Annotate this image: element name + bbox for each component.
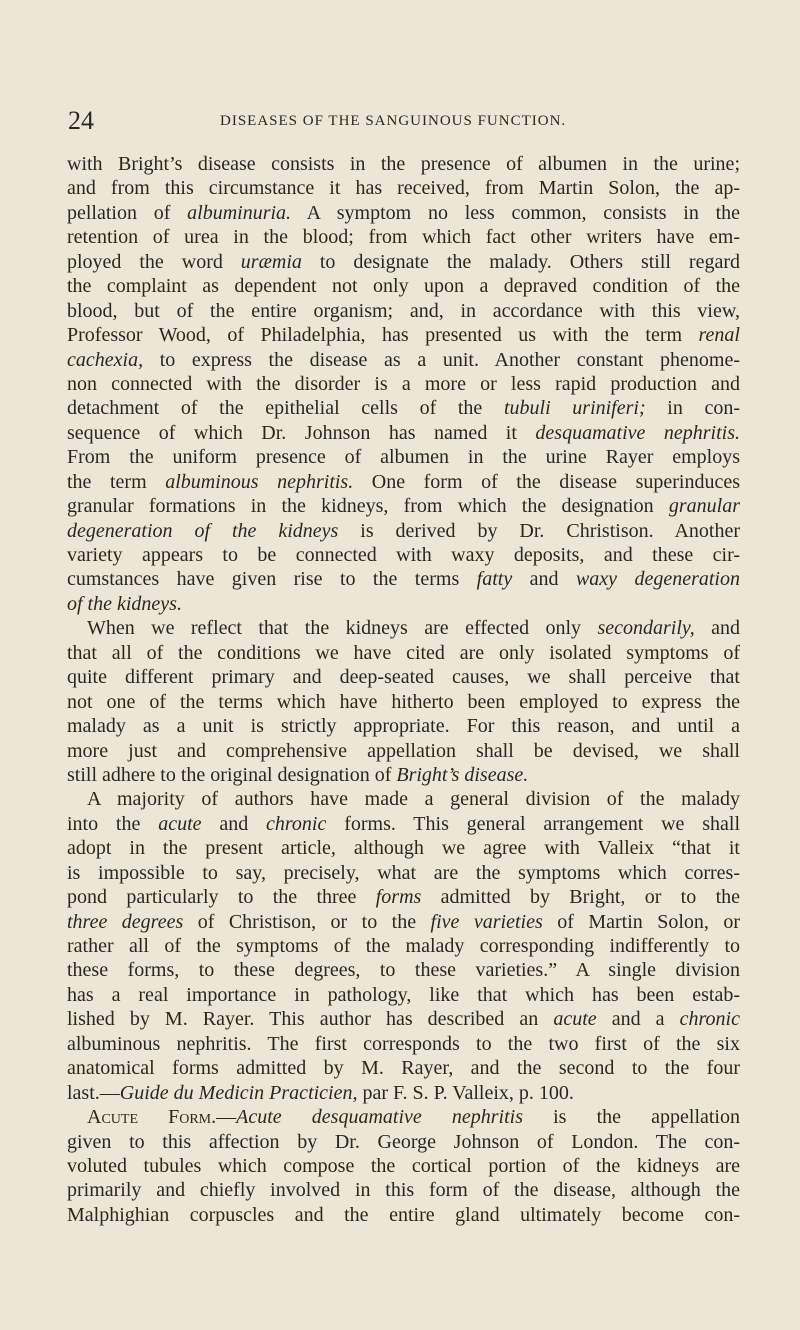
text-segment: sequence of which Dr. Johnson has named it: [67, 421, 536, 444]
italic-term: acute: [158, 812, 202, 835]
text-line: [67, 1056, 740, 1080]
text-segment: has a real importance in pathology, like that which has been estab-: [67, 983, 740, 1006]
italic-term: albuminuria.: [187, 201, 292, 224]
text-line: [67, 250, 740, 274]
text-segment: to designate the malady. Others still regard: [301, 250, 740, 273]
text-segment: in con-: [645, 397, 741, 420]
text-segment: A symptom no less common, consists in the: [291, 201, 741, 224]
running-title: DISEASES OF THE SANGUINOUS FUNCTION.: [220, 113, 567, 129]
text-segment: retention of urea in the blood; from which fact other writers have em-: [67, 226, 740, 249]
text-segment: anatomical forms admitted by M. Rayer, and the second to the four: [67, 1057, 740, 1080]
text-line: [67, 470, 740, 494]
italic-term: Acute desquamative nephritis: [236, 1106, 523, 1129]
text-line: [67, 690, 740, 714]
italic-term: acute: [553, 1008, 597, 1031]
text-line: [67, 739, 740, 763]
text-segment: pond particularly to the three: [67, 886, 376, 909]
italic-term: Guide du Medicin Practicien,: [119, 1081, 358, 1104]
text-line: [67, 274, 740, 298]
text-line: [67, 1154, 740, 1178]
text-segment: A majority of authors have made a general division of the malady: [87, 788, 740, 811]
text-segment: albuminous nephritis. The first corresponds to the two first of the six: [67, 1032, 740, 1055]
text-segment: When we reflect that the kidneys are effected only: [87, 617, 598, 640]
text-line: [67, 299, 740, 323]
text-line: [67, 714, 740, 738]
text-segment: is impossible to say, precisely, what are the symptoms which corres-: [67, 861, 740, 884]
text-line: [67, 787, 740, 811]
italic-term: albuminous nephritis.: [165, 470, 354, 493]
text-line: [67, 201, 740, 225]
text-segment: and from this circumstance it has received, from Martin Solon, the ap-: [67, 177, 740, 200]
text-line: [67, 445, 740, 469]
text-line: [67, 1081, 740, 1105]
text-line: [67, 1007, 740, 1031]
italic-term: desquamative nephritis.: [535, 421, 740, 444]
text-segment: From the uniform presence of albumen in the urine Rayer employs: [67, 446, 740, 469]
italic-term: secondarily,: [597, 617, 695, 640]
italic-term: five varieties: [430, 910, 543, 933]
text-segment: with Bright’s disease consists in the presence of albumen in the urine;: [67, 153, 740, 175]
text-segment: and a: [596, 1008, 680, 1031]
text-segment: Professor Wood, of Philadelphia, has presented us with the term: [67, 324, 699, 347]
text-segment: pellation of: [67, 201, 188, 224]
text-line: [67, 519, 740, 543]
text-line: [67, 1105, 740, 1129]
text-line: [67, 958, 740, 982]
text-segment: —: [216, 1106, 237, 1129]
text-segment: and: [512, 568, 576, 591]
body-text: [67, 152, 740, 1227]
text-line: [67, 836, 740, 860]
italic-term: waxy degeneration: [575, 568, 740, 591]
text-segment: quite different primary and deep-seated causes, we shall perceive that: [67, 666, 740, 689]
text-line: [67, 348, 740, 372]
text-segment: non connected with the disorder is a more or less rapid production and: [67, 372, 740, 395]
text-segment: par F. S. P. Valleix, p. 100.: [357, 1081, 574, 1104]
text-line: [67, 1203, 740, 1227]
text-line: [67, 665, 740, 689]
text-line: [67, 1178, 740, 1202]
text-segment: Malphighian corpuscles and the entire gland ultimately become con-: [67, 1203, 740, 1226]
text-segment: primarily and chiefly involved in this form of the disease, although the: [67, 1179, 740, 1202]
text-line: [67, 885, 740, 909]
italic-term: of the kidneys.: [67, 592, 182, 615]
text-segment: to express the disease as a unit. Another constant phenome-: [143, 348, 740, 371]
italic-term: chronic: [266, 812, 327, 835]
text-segment: variety appears to be connected with waxy deposits, and these cir-: [67, 544, 740, 566]
text-segment: admitted by Bright, or to the: [421, 886, 740, 909]
text-segment: ployed the word: [67, 250, 241, 273]
text-segment: of Martin Solon, or: [542, 910, 741, 933]
text-segment: still adhere to the original designation of: [67, 763, 397, 786]
text-segment: cumstances have given rise to the terms: [67, 568, 477, 591]
italic-term: Bright’s disease.: [396, 763, 529, 786]
text-segment: lished by M. Rayer. This author has described an: [67, 1008, 554, 1031]
text-segment: of Christison, or to the: [183, 910, 431, 933]
text-segment: given to this affection by Dr. George Johnson of London. The con-: [67, 1130, 740, 1153]
text-line: [67, 372, 740, 396]
text-segment: forms. This general arrangement we shall: [326, 812, 740, 835]
text-line: [67, 396, 740, 420]
text-segment: rather all of the symptoms of the malady corresponding indifferently to: [67, 935, 740, 957]
italic-term: tubuli uriniferi;: [503, 397, 646, 420]
text-segment: the complaint as dependent not only upon a depraved condition of the: [67, 275, 740, 298]
text-segment: last.—: [67, 1081, 120, 1104]
italic-term: uræmia: [240, 250, 302, 273]
italic-term: chronic: [679, 1008, 740, 1031]
text-line: [67, 494, 740, 518]
text-line: [67, 812, 740, 836]
text-line: [67, 1130, 740, 1154]
text-segment: is the appellation: [523, 1106, 740, 1129]
text-line: [67, 983, 740, 1007]
text-segment: One form of the disease superinduces: [353, 470, 741, 493]
italic-term: three degrees: [67, 910, 184, 933]
text-segment: granular formations in the kidneys, from which the designation: [67, 495, 669, 518]
text-line: [67, 616, 740, 640]
text-segment: blood, but of the entire organism; and, in accordance with this view,: [67, 299, 740, 322]
italic-term: forms: [375, 886, 422, 909]
text-segment: detachment of the epithelial cells of the: [67, 397, 504, 420]
text-segment: adopt in the present article, although we agree with Valleix “that it: [67, 837, 740, 860]
text-segment: malady as a unit is strictly appropriate. For this reason, and until a: [67, 715, 740, 738]
text-line: [67, 323, 740, 347]
text-line: [67, 567, 740, 591]
text-line: [67, 1032, 740, 1056]
text-segment: voluted tubules which compose the cortical portion of the kidneys are: [67, 1154, 740, 1177]
text-segment: and: [694, 617, 740, 640]
italic-term: cachexia,: [67, 348, 144, 371]
text-segment: is derived by Dr. Christison. Another: [338, 519, 740, 542]
text-line: [67, 763, 740, 787]
text-line: [67, 861, 740, 885]
text-line: [67, 176, 740, 200]
text-segment: more just and comprehensive appellation shall be devised, we shall: [67, 739, 740, 762]
italic-term: fatty: [476, 568, 513, 591]
text-line: [67, 934, 740, 958]
text-segment: into the: [67, 812, 159, 835]
text-line: [67, 910, 740, 934]
text-segment: that all of the conditions we have cited are only isolated symptoms of: [67, 641, 740, 664]
text-line: [67, 225, 740, 249]
italic-term: degeneration of the kidneys: [67, 519, 339, 542]
text-segment: these forms, to these degrees, to these varieties.” A single division: [67, 959, 740, 982]
text-segment: not one of the terms which have hitherto been employed to express the: [67, 690, 740, 713]
text-segment: the term: [67, 470, 166, 493]
text-line: [67, 592, 740, 616]
text-line: [67, 641, 740, 665]
italic-term: granular: [668, 495, 740, 518]
section-heading: Acute Form.: [87, 1106, 217, 1129]
text-line: [67, 543, 740, 567]
italic-term: renal: [698, 324, 740, 347]
text-segment: and: [201, 812, 267, 835]
page-number: 24: [68, 106, 94, 135]
text-line: [67, 152, 740, 176]
text-line: [67, 421, 740, 445]
